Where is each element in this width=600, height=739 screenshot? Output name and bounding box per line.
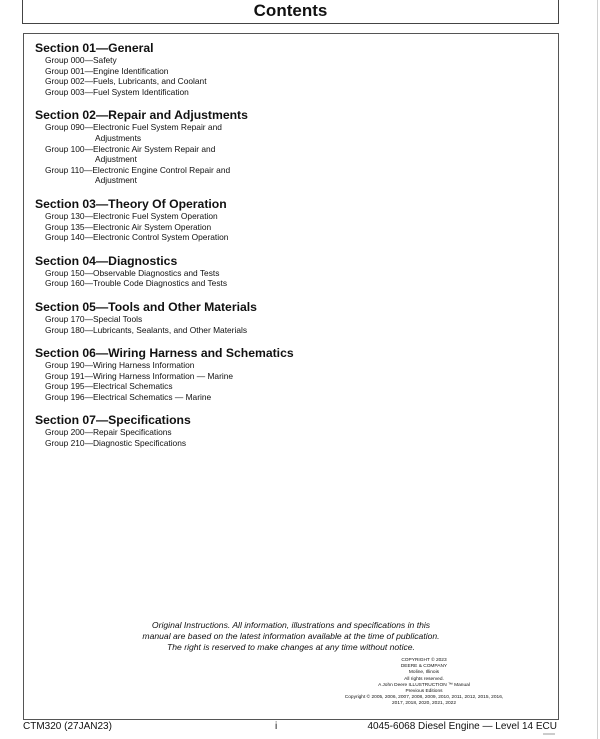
copyright-line: All rights reserved. bbox=[404, 676, 444, 682]
toc-group-entry[interactable] bbox=[35, 211, 535, 222]
toc-section bbox=[35, 414, 535, 448]
copyright-line: DEERE & COMPANY bbox=[400, 664, 448, 670]
group-title: Group 200—Repair Specifications bbox=[45, 427, 172, 438]
copyright-line: Copyright © 2005, 2006, 2007, 2008, 2009, 2010, 2011, 2012, 2015, 2016, bbox=[344, 695, 504, 701]
footer-page-number: i bbox=[275, 721, 278, 732]
toc-section bbox=[35, 42, 535, 97]
section-title[interactable]: Section 04—Diagnostics bbox=[35, 253, 178, 268]
table-of-contents bbox=[35, 42, 535, 461]
group-title: Group 150—Observable Diagnostics and Tests bbox=[45, 267, 220, 278]
toc-group-entry[interactable] bbox=[35, 268, 535, 279]
section-title[interactable]: Section 06—Wiring Harness and Schematics bbox=[35, 346, 294, 361]
toc-group-entry[interactable] bbox=[35, 381, 535, 392]
group-title: Group 195—Electrical Schematics bbox=[45, 381, 173, 392]
group-title: Group 001—Engine Identification bbox=[45, 65, 169, 76]
section-title[interactable]: Section 05—Tools and Other Materials bbox=[35, 299, 257, 314]
group-title: Group 210—Diagnostic Specifications bbox=[45, 438, 187, 449]
copyright-line: Moline, Illinois bbox=[408, 670, 440, 676]
toc-group-entry[interactable] bbox=[35, 392, 535, 403]
toc-group-entry[interactable] bbox=[35, 165, 535, 186]
toc-section bbox=[35, 198, 535, 243]
group-title: Group 180—Lubricants, Sealants, and Other Materials bbox=[45, 324, 248, 335]
group-title-continuation: Adjustments bbox=[95, 132, 142, 143]
group-title: Group 135—Electronic Air System Operation bbox=[45, 221, 212, 232]
group-title: Group 191—Wiring Harness Information — Marine bbox=[45, 370, 234, 381]
copyright-line: A John Deere ILLUSTRUCTION ™ Manual bbox=[378, 682, 470, 688]
section-title[interactable]: Section 02—Repair and Adjustments bbox=[35, 108, 248, 123]
toc-group-entry[interactable] bbox=[35, 122, 535, 143]
footer-code-mark bbox=[543, 733, 555, 735]
group-title: Group 196—Electrical Schematics — Marine bbox=[45, 391, 212, 402]
notice-line: The right is reserved to make changes at any time without notice. bbox=[167, 642, 415, 653]
notice-line: manual are based on the latest information available at the time of publication. bbox=[142, 631, 440, 642]
group-title-continuation: Adjustment bbox=[95, 175, 137, 186]
toc-group-entry[interactable] bbox=[35, 438, 535, 449]
toc-group-entry[interactable] bbox=[35, 371, 535, 382]
group-title: Group 170—Special Tools bbox=[45, 313, 143, 324]
group-title: Group 090—Electronic Fuel System Repair and bbox=[45, 122, 222, 133]
instructions-notice bbox=[24, 620, 558, 654]
section-title[interactable]: Section 01—General bbox=[35, 41, 154, 55]
toc-group-entry[interactable] bbox=[35, 325, 535, 336]
toc-group-entry[interactable] bbox=[35, 87, 535, 98]
group-title: Group 140—Electronic Control System Operation bbox=[45, 232, 229, 243]
contents-box bbox=[23, 33, 559, 720]
group-title: Group 110—Electronic Engine Control Repair and bbox=[45, 164, 231, 175]
group-title: Group 130—Electronic Fuel System Operation bbox=[45, 210, 218, 221]
group-title: Group 190—Wiring Harness Information bbox=[45, 360, 195, 371]
group-title: Group 000—Safety bbox=[45, 55, 117, 65]
toc-group-entry[interactable] bbox=[35, 76, 535, 87]
copyright-line: COPYRIGHT © 2023 bbox=[401, 658, 447, 663]
section-title[interactable]: Section 03—Theory Of Operation bbox=[35, 196, 227, 211]
toc-section bbox=[35, 347, 535, 402]
group-title: Group 100—Electronic Air System Repair and bbox=[45, 143, 216, 154]
footer-manual-id: CTM320 (27JAN23) bbox=[23, 721, 112, 732]
toc-group-entry[interactable] bbox=[35, 144, 535, 165]
scrollbar-edge bbox=[597, 0, 598, 739]
toc-section bbox=[35, 301, 535, 335]
toc-group-entry[interactable] bbox=[35, 55, 535, 66]
toc-group-entry[interactable] bbox=[35, 232, 535, 243]
group-title: Group 003—Fuel System Identification bbox=[45, 86, 189, 97]
title-box bbox=[22, 0, 559, 24]
group-title: Group 002—Fuels, Lubricants, and Coolant bbox=[45, 76, 207, 87]
toc-section bbox=[35, 255, 535, 289]
toc-group-entry[interactable] bbox=[35, 427, 535, 438]
toc-group-entry[interactable] bbox=[35, 278, 535, 289]
section-title[interactable]: Section 07—Specifications bbox=[35, 413, 191, 428]
copyright-line: 2017, 2018, 2020, 2021, 2022 bbox=[391, 701, 457, 707]
group-title-continuation: Adjustment bbox=[95, 154, 137, 165]
copyright-line: Previous Editions bbox=[405, 689, 443, 695]
toc-group-entry[interactable] bbox=[35, 222, 535, 233]
toc-section bbox=[35, 109, 535, 186]
toc-group-entry[interactable] bbox=[35, 66, 535, 77]
notice-line: Original Instructions. All information, illustrations and specifications in this bbox=[151, 620, 431, 630]
footer-manual-title: 4045-6068 Diesel Engine — Level 14 ECU bbox=[367, 721, 557, 732]
group-title: Group 160—Trouble Code Diagnostics and Tests bbox=[45, 278, 228, 289]
page-title: Contents bbox=[253, 1, 328, 20]
toc-group-entry[interactable] bbox=[35, 314, 535, 325]
copyright-block bbox=[284, 658, 564, 708]
toc-group-entry[interactable] bbox=[35, 360, 535, 371]
